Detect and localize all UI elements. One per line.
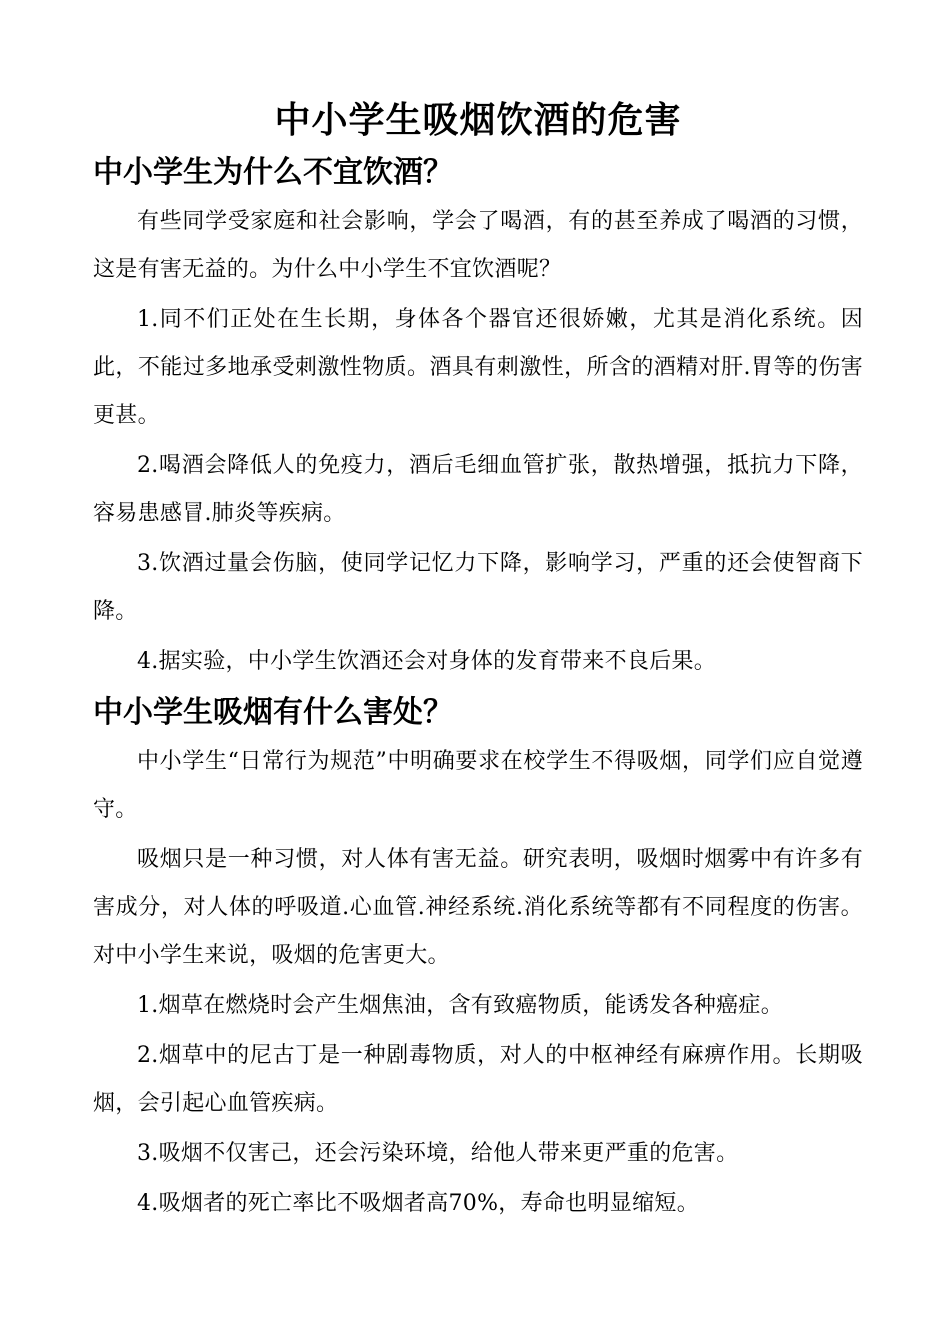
section-heading-smoking: 中小学生吸烟有什么害处？	[93, 695, 453, 730]
paragraph-drinking-point-1: 1.同不们正处在生长期，身体各个器官还很娇嫩，尤其是消化系统。因此，不能过多地承受刺激性物质。酒具有刺激性，所含的酒精对肝.胃等的伤害更甚。	[93, 307, 863, 428]
paragraph-smoking-point-1: 1.烟草在燃烧时会产生烟焦油，含有致癌物质，能诱发各种癌症。	[137, 993, 783, 1018]
document-page	[93, 92, 863, 1230]
section-heading-drinking: 中小学生为什么不宜饮酒？	[93, 155, 453, 190]
paragraph-drinking-point-4: 4.据实验，中小学生饮酒还会对身体的发育带来不良后果。	[137, 649, 717, 674]
paragraph-drinking-point-2: 2.喝酒会降低人的免疫力，酒后毛细血管扩张，散热增强，抵抗力下降，容易患感冒.肺炎等疾病。	[93, 453, 863, 526]
paragraph-smoking-overview: 吸烟只是一种习惯，对人体有害无益。研究表明，吸烟时烟雾中有许多有害成分，对人体的呼吸道.心血管.神经系统.消化系统等都有不同程度的伤害。对中小学生来说，吸烟的危害更大。	[93, 847, 863, 968]
paragraph-smoking-intro: 中小学生“日常行为规范”中明确要求在校学生不得吸烟，同学们应自觉遵守。	[93, 749, 863, 822]
paragraph-smoking-point-3: 3.吸烟不仅害己，还会污染环境，给他人带来更严重的危害。	[137, 1141, 739, 1166]
section-smoking	[93, 688, 863, 1228]
paragraph-smoking-point-4: 4.吸烟者的死亡率比不吸烟者高70%，寿命也明显缩短。	[137, 1191, 699, 1216]
paragraph-drinking-point-3: 3.饮酒过量会伤脑，使同学记忆力下降，影响学习，严重的还会使智商下降。	[93, 551, 863, 624]
paragraph-smoking-point-2: 2.烟草中的尼古丁是一种剧毒物质，对人的中枢神经有麻痹作用。长期吸烟，会引起心血管疾病。	[93, 1043, 863, 1116]
paragraph-drinking-intro: 有些同学受家庭和社会影响，学会了喝酒，有的甚至养成了喝酒的习惯，这是有害无益的。为什么中小学生不宜饮酒呢？	[93, 209, 863, 282]
document-title: 中小学生吸烟饮酒的危害	[274, 99, 682, 141]
section-drinking	[93, 148, 863, 686]
